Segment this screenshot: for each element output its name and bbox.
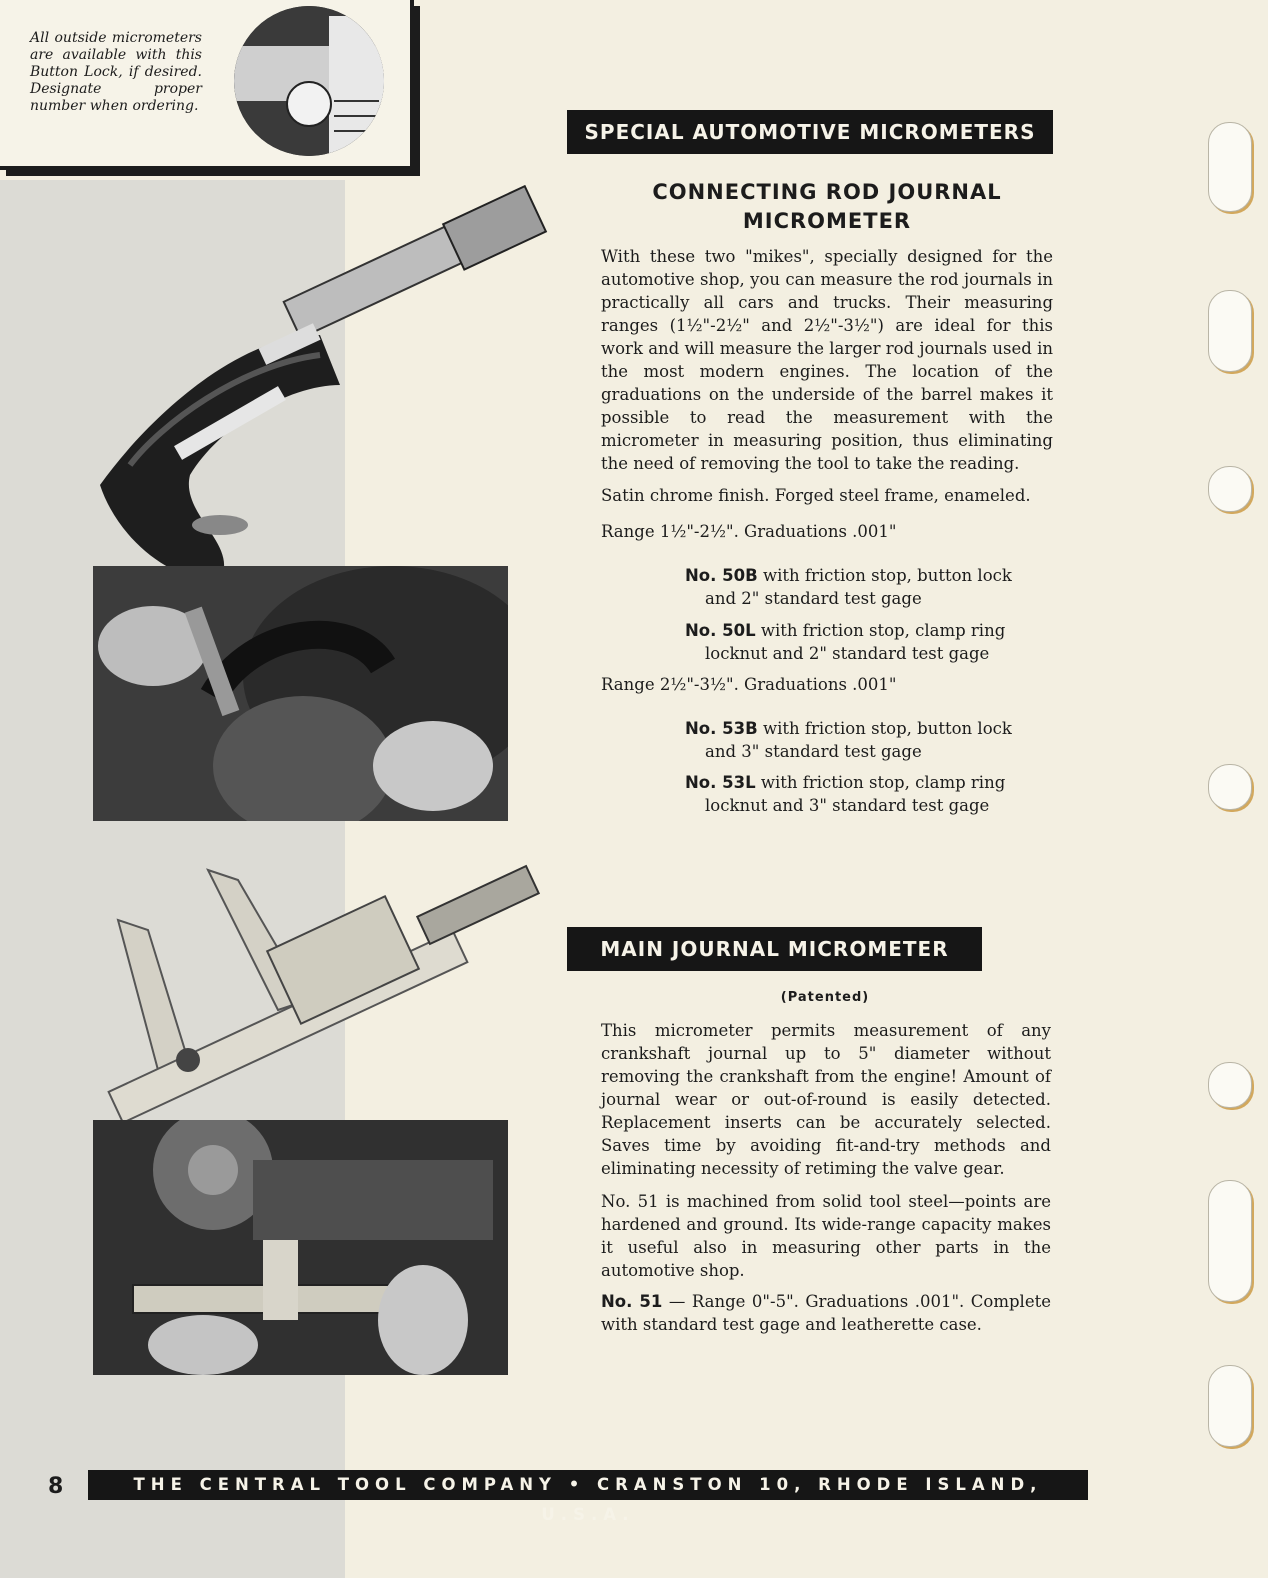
footer-company-bar: THE CENTRAL TOOL COMPANY • CRANSTON 10, RHODE ISLAND, U.S.A.	[88, 1470, 1088, 1500]
inset-caption: All outside micrometers are available with this Button Lock, if desired. Designate proper number when ordering.	[30, 30, 202, 114]
binder-tab	[1208, 1365, 1252, 1447]
button-lock-inset	[0, 0, 414, 170]
model-53l: No. 53L with friction stop, clamp ring locknut and 3" standard test gage	[685, 773, 1006, 815]
patented-note: (Patented)	[780, 990, 870, 1005]
connecting-rod-micrometer-image	[90, 185, 560, 580]
page-number: 8	[48, 1474, 64, 1499]
range-2: Range 2½"-3½". Graduations .001"	[601, 675, 897, 694]
model-50b: No. 50B with friction stop, button lock and 2" standard test gage	[685, 566, 1012, 608]
main-journal-description: This micrometer permits measurement of any crankshaft journal up to 5" diameter without removing the crankshaft from the engine! Amount of journal wear or out-of-round is easily detected. Replacement inserts can be accurately selected. Saves time by avoiding fit-and-try methods and eliminating necessity of retiming the valve gear.	[601, 1021, 1051, 1178]
model-number: No. 50L	[685, 621, 756, 640]
model-53b: No. 53B with friction stop, button lock and 3" standard test gage	[685, 719, 1012, 761]
binder-tab	[1208, 466, 1252, 512]
model-number: No. 53B	[685, 719, 758, 738]
model-50l: No. 50L with friction stop, clamp ring locknut and 2" standard test gage	[685, 621, 1006, 663]
binder-tab	[1208, 290, 1252, 372]
no51-material-note: No. 51 is machined from solid tool steel—points are hardened and ground. Its wide-range capacity makes it useful also in measuring other parts in the automotive shop.	[601, 1192, 1051, 1280]
section-banner-main-journal: MAIN JOURNAL MICROMETER	[567, 927, 982, 971]
section-banner-special-automotive: SPECIAL AUTOMOTIVE MICROMETERS	[567, 110, 1053, 154]
main-journal-in-use-photo	[93, 1120, 508, 1375]
binder-tab	[1208, 1180, 1252, 1302]
model-51: No. 51 — Range 0"-5". Graduations .001". Complete with standard test gage and leatherette case.	[601, 1292, 1051, 1334]
range-1: Range 1½"-2½". Graduations .001"	[601, 522, 897, 541]
binder-tab	[1208, 1062, 1252, 1108]
binder-tab	[1208, 122, 1252, 212]
binder-tab	[1208, 764, 1252, 810]
model-number: No. 50B	[685, 566, 758, 585]
section-title-line1: CONNECTING ROD JOURNAL	[652, 180, 1002, 204]
finish-note: Satin chrome finish. Forged steel frame, enameled.	[601, 486, 1031, 505]
model-number: No. 51	[601, 1292, 663, 1311]
section-title-line2: MICROMETER	[742, 209, 912, 233]
button-lock-closeup-image	[234, 6, 384, 156]
rod-journal-in-use-photo	[93, 566, 508, 821]
rod-journal-description: With these two "mikes", specially designed for the automotive shop, you can measure the rod journals in practically all cars and trucks. Their measuring ranges (1½"-2½" and 2½"-3½") are ideal for this work and will measure the larger rod journals used in the most modern engines. The location of the graduations on the underside of the barrel makes it possible to read the measurement with the micrometer in measuring position, thus eliminating the need of removing the tool to take the reading.	[601, 247, 1053, 473]
main-journal-micrometer-image	[78, 860, 548, 1130]
model-number: No. 53L	[685, 773, 756, 792]
